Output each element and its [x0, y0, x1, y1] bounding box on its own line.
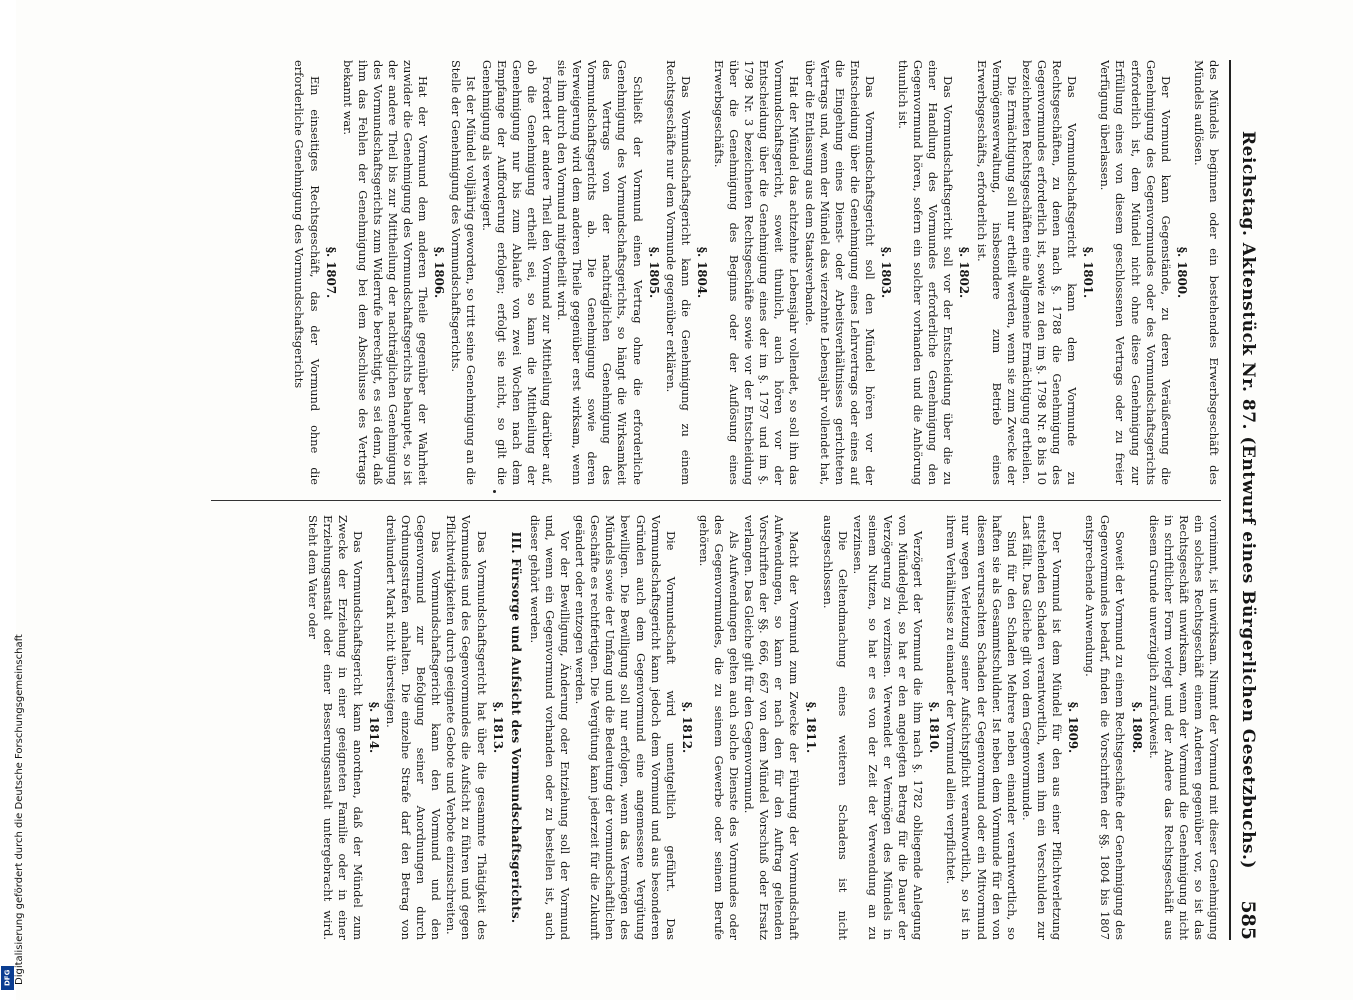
section-number: §. 1801.	[1081, 246, 1096, 299]
paragraph: Der Vormund kann Gegenstände, zu deren Veräußerung die Genehmigung des Gegenvormundes oder des Vormundschaftsgerichts erforderlich ist, dem Mündel nicht ohne diese Genehmigung zur Erfüllung eines von diesem geschlossenen Vertrags oder zu freier Verfügung überlassen.	[1098, 60, 1173, 485]
digitization-sidebar	[0, 0, 25, 1000]
paragraph: Das Vormundschaftsgericht soll vor der Entscheidung über die zu einer Handlung des Vormundes erforderliche Genehmigung den Gegenvormund hören, sofern ein solcher vorhanden und die Anhörung thunlich ist.	[896, 60, 956, 485]
left-text-column	[211, 60, 1221, 485]
paragraph: Macht der Vormund zum Zwecke der Führung der Vormundschaft Aufwendungen, so kann er nach den für den Auftrag geltenden Vorschriften der §§. 666, 667 von dem Mündel Vorschuß oder Ersatz verlangen. Das Gleiche gilt für den Gegenvormund.	[742, 515, 802, 940]
paragraph: Als Aufwendungen gelten auch solche Dienste des Vormundes oder des Gegenvormundes, die zu seinem Gewerbe oder seinem Berufe gehören.	[696, 515, 742, 940]
paragraph: Die Geltendmachung eines weiteren Schadens ist nicht ausgeschlossen.	[820, 515, 850, 940]
section-number: §. 1807.	[323, 246, 338, 299]
paragraph: Der Vormund ist dem Mündel für den aus einer Pflichtverletzung entstehenden Schaden verantwortlich, wenn ihm ein Verschulden zur Last fällt. Das Gleiche gilt von dem Gegenvormunde.	[1019, 515, 1065, 940]
running-title: Reichstag. Aktenstück Nr. 87. (Entwurf eines Bürgerlichen Gesetzbuchs.)	[1238, 131, 1258, 869]
paragraph: Die Ermächtigung soll nur ertheilt werden, wenn sie zum Zwecke der Vermögensverwaltung, insbesondere zum Betrieb eines Erwerbsgeschäfts, erforderlich ist.	[974, 60, 1019, 485]
paragraph: Sind für den Schaden Mehrere neben einander verantwortlich, so haften sie als Gesammtschuldner. Ist neben dem Vormunde für den von diesem verursachten Schaden der Gegenvormund oder ein Mitvormund nur wegen Verletzung seiner Aufsichtspflicht verantwortlich, so ist in ihrem Verhältnisse zu einander der Vormund allein verpflichtet.	[944, 515, 1019, 940]
section-number: §. 1811.	[803, 701, 818, 754]
page-header	[1229, 60, 1265, 940]
section-number: §. 1804.	[694, 246, 709, 299]
paragraph: Verzögert der Vormund die ihm nach §. 1782 obliegende Anlegung von Mündelgeld, so hat er den angelegten Betrag für die Dauer der Verzögerung zu verzinsen. Verwendet er Vermögen des Mündels in seinem Nutzen, so hat er es von der Zeit der Verwendung an zu verzinsen.	[850, 515, 926, 940]
chapter-heading: III. Fürsorge und Aufsicht des Vormundschaftsgerichts.	[508, 531, 523, 924]
paragraph: Schließt der Vormund einen Vertrag ohne die erforderliche Genehmigung des Vormundschaftsgerichts, so hängt die Wirksamkeit des Vertrags von der nachträglichen Genehmigung des Vormundschaftsgerichts ab. Die Genehmigung sowie deren Verweigerung wird dem anderen Theile gegenüber erst wirksam, wenn sie ihm durch den Vormund mitgetheilt wird.	[555, 60, 645, 485]
paragraph: Die Vormundschaft wird unentgeltlich geführt. Das Vormundschaftsgericht kann jedoch dem Vormund und aus besonderen Gründen auch dem Gegenvormund eine angemessene Vergütung bewilligen. Die Bewilligung soll nur erfolgen, wenn das Vermögen des Mündels sowie der Umfang und die Bedeutung der vormundschaftlichen Geschäfte es rechtfertigen. Die Vergütung kann jederzeit für die Zukunft geändert oder entzogen werden.	[573, 515, 678, 940]
page-number: 585	[1237, 900, 1259, 940]
paragraph: Ist der Mündel volljährig geworden, so tritt seine Genehmigung an die Stelle der Genehmigung des Vormundschaftsgerichts.	[449, 60, 479, 485]
section-number: §. 1800.	[1174, 246, 1189, 299]
column-divider	[211, 500, 1221, 501]
paragraph: Das Vormundschaftsgericht kann dem Vormunde zu Rechtsgeschäften, zu denen nach §. 1788 die Genehmigung des Gegenvormundes erforderlich ist, sowie zu den im §. 1798 Nr. 8 bis 10 bezeichneten Rechtsgeschäften eine allgemeine Ermächtigung ertheilen.	[1019, 60, 1080, 485]
paragraph: Das Vormundschaftsgericht soll den Mündel hören vor der Entscheidung über die Genehmigung eines Lehrvertrags oder eines auf die Eingehung eines Dienst- oder Arbeitsverhältnisses gerichteten Vertrags und, wenn der Mündel das vierzehnte Lebensjahr vollendet hat, über die Entlassung aus dem Staatsverbande.	[802, 60, 877, 485]
right-text-column	[211, 515, 1221, 940]
section-number: §. 1806.	[432, 246, 447, 299]
paragraph: Das Vormundschaftsgericht hat über die gesammte Thätigkeit des Vormundes und des Gegenvormundes die Aufsicht zu führen und gegen Pflichtwidrigkeiten durch geeignete Gebote und Verbote einzuschreiten.	[444, 515, 489, 940]
paragraph: Hat der Mündel das achtzehnte Lebensjahr vollendet, so soll ihn das Vormundschaftsgericht, soweit thunlich, auch hören vor der Entscheidung über die Genehmigung eines der im §. 1797 und im §. 1798 Nr. 3 bezeichneten Rechtsgeschäfte sowie vor der Entscheidung über die Genehmigung des Beginns oder der Auflösung eines Erwerbsgeschäfts.	[712, 60, 802, 485]
paragraph: Hat der Vormund dem anderen Theile gegenüber der Wahrheit zuwider die Genehmigung des Vormundschaftsgerichts behauptet, so ist der andere Theil bis zur Mittheilung der nachträglichen Genehmigung des Vormundschaftsgerichts zum Widerrufe berechtigt, es sei denn, daß ihm das Fehlen der Genehmigung bei dem Abschlusse des Vertrags bekannt war.	[340, 60, 431, 485]
digitization-credit: Digitalisierung gefördert durch die Deutsche Forschungsgemeinschaft	[14, 634, 25, 985]
section-number: §. 1812.	[679, 701, 694, 754]
section-number: §. 1810.	[927, 701, 942, 754]
paragraph: Ein einseitiges Rechtsgeschäft, das der Vormund ohne die erforderliche Genehmigung des Vormundschaftsgerichts	[292, 60, 322, 485]
section-number: §. 1813.	[490, 701, 505, 754]
paragraph: Vor der Bewilligung, Änderung oder Entziehung soll der Vormund und, wenn ein Gegenvormund vorhanden oder zu bestellen ist, auch dieser gehört werden.	[527, 515, 573, 940]
paragraph: Das Vormundschaftsgericht kann anordnen, daß der Mündel zum Zwecke der Erziehung in einer geeigneten Familie oder in einer Erziehungsanstalt oder einer Besserungsanstalt untergebracht wird. Steht dem Vater oder	[305, 515, 365, 940]
paragraph: des Mündels beginnen oder ein bestehendes Erwerbsgeschäft des Mündels auflösen.	[1191, 60, 1221, 485]
section-number: §. 1814.	[366, 701, 381, 754]
section-number: §. 1809.	[1066, 701, 1081, 754]
section-number: §. 1802.	[957, 246, 972, 299]
section-number: §. 1808.	[1129, 701, 1144, 754]
paragraph: Das Vormundschaftsgericht kann den Vormund und den Gegenvormund zur Befolgung seiner Anordnungen durch Ordnungsstrafen anhalten. Die einzelne Strafe darf den Betrag von dreihundert Mark nicht übersteigen.	[384, 515, 444, 940]
paragraph: Fordert der andere Theil den Vormund zur Mittheilung darüber auf, ob die Genehmigung ertheilt sei, so kann die Mittheilung der Genehmigung nur bis zum Ablaufe von zwei Wochen nach dem Empfange der Aufforderung erfolgen; erfolgt sie nicht, so gilt die Genehmigung als verweigert.	[479, 60, 554, 485]
dfg-logo: DFG	[1, 966, 14, 990]
paragraph: vornimmt, ist unwirksam. Nimmt der Vormund mit dieser Genehmigung ein solches Rechtsgeschäft einem Anderen gegenüber vor, so ist das Rechtsgeschäft unwirksam, wenn der Vormund die Genehmigung nicht in schriftlicher Form vorlegt und der Andere das Rechtsgeschäft aus diesem Grunde unverzüglich zurückweist.	[1146, 515, 1221, 940]
rotated-document-page	[105, 60, 1265, 940]
section-number: §. 1803.	[879, 246, 894, 299]
section-number: §. 1805.	[646, 246, 661, 299]
paragraph: Das Vormundschaftsgericht kann die Genehmigung zu einem Rechtsgeschäfte nur dem Vormunde gegenüber erklären.	[663, 60, 693, 485]
paragraph: Soweit der Vormund zu einem Rechtsgeschäfte der Genehmigung des Gegenvormundes bedarf, finden die Vorschriften der §§. 1804 bis 1807 entsprechende Anwendung.	[1083, 515, 1128, 940]
